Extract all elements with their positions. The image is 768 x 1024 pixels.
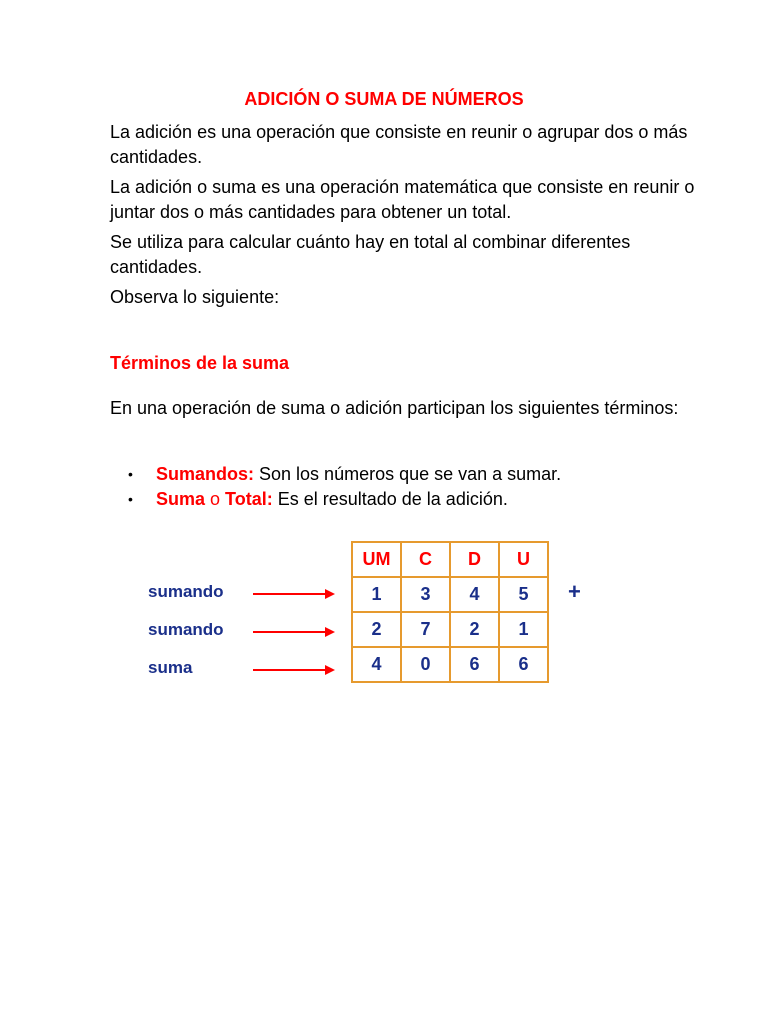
- list-item: [128, 487, 728, 512]
- row-label: suma: [148, 658, 193, 677]
- table-header-row: [352, 542, 548, 577]
- addition-figure: [140, 537, 600, 692]
- table-row: [352, 577, 548, 612]
- header-cell: UM: [352, 542, 401, 577]
- arrow-icon: [253, 627, 335, 637]
- digit-cell: 7: [401, 612, 450, 647]
- term-label: Suma: [156, 489, 206, 509]
- paragraph-2: La adición o suma es una operación matemática que consiste en reunir o juntar dos o más cantidades para obtener un total.: [110, 177, 695, 222]
- intro-paragraphs: [110, 120, 710, 316]
- table-row: [352, 647, 548, 682]
- digit-cell: 3: [401, 577, 450, 612]
- term-connector: o: [205, 489, 226, 509]
- bullet-icon: •: [128, 466, 133, 482]
- terms-list: [128, 462, 728, 512]
- paragraph-4: Observa lo siguiente:: [110, 287, 280, 307]
- section-intro: En una operación de suma o adición participan los siguientes términos:: [110, 398, 679, 418]
- header-cell: D: [450, 542, 499, 577]
- place-value-table: [351, 541, 549, 683]
- digit-cell: 6: [499, 647, 548, 682]
- page-title: ADICIÓN O SUMA DE NÚMEROS: [244, 89, 524, 109]
- term-text: Es el resultado de la adición.: [272, 489, 508, 509]
- header-cell: U: [499, 542, 548, 577]
- digit-cell: 4: [352, 647, 401, 682]
- bullet-icon: •: [128, 491, 133, 507]
- term-label-2: Total:: [225, 489, 273, 509]
- table-row: [352, 612, 548, 647]
- row-label: sumando: [148, 582, 224, 601]
- plus-icon: +: [568, 579, 581, 604]
- header-cell: C: [401, 542, 450, 577]
- term-label: Sumandos:: [156, 464, 255, 484]
- digit-cell: 5: [499, 577, 548, 612]
- arrow-icon: [253, 589, 335, 599]
- digit-cell: 2: [352, 612, 401, 647]
- digit-cell: 4: [450, 577, 499, 612]
- digit-cell: 2: [450, 612, 499, 647]
- list-item: [128, 462, 728, 487]
- section-heading: Términos de la suma: [110, 353, 290, 373]
- paragraph-3: Se utiliza para calcular cuánto hay en total al combinar diferentes cantidades.: [110, 232, 631, 277]
- paragraph-1: La adición es una operación que consiste en reunir o agrupar dos o más cantidades.: [110, 122, 688, 167]
- digit-cell: 1: [352, 577, 401, 612]
- digit-cell: 0: [401, 647, 450, 682]
- term-text: Son los números que se van a sumar.: [254, 464, 562, 484]
- row-label: sumando: [148, 620, 224, 639]
- digit-cell: 1: [499, 612, 548, 647]
- digit-cell: 6: [450, 647, 499, 682]
- arrow-icon: [253, 665, 335, 675]
